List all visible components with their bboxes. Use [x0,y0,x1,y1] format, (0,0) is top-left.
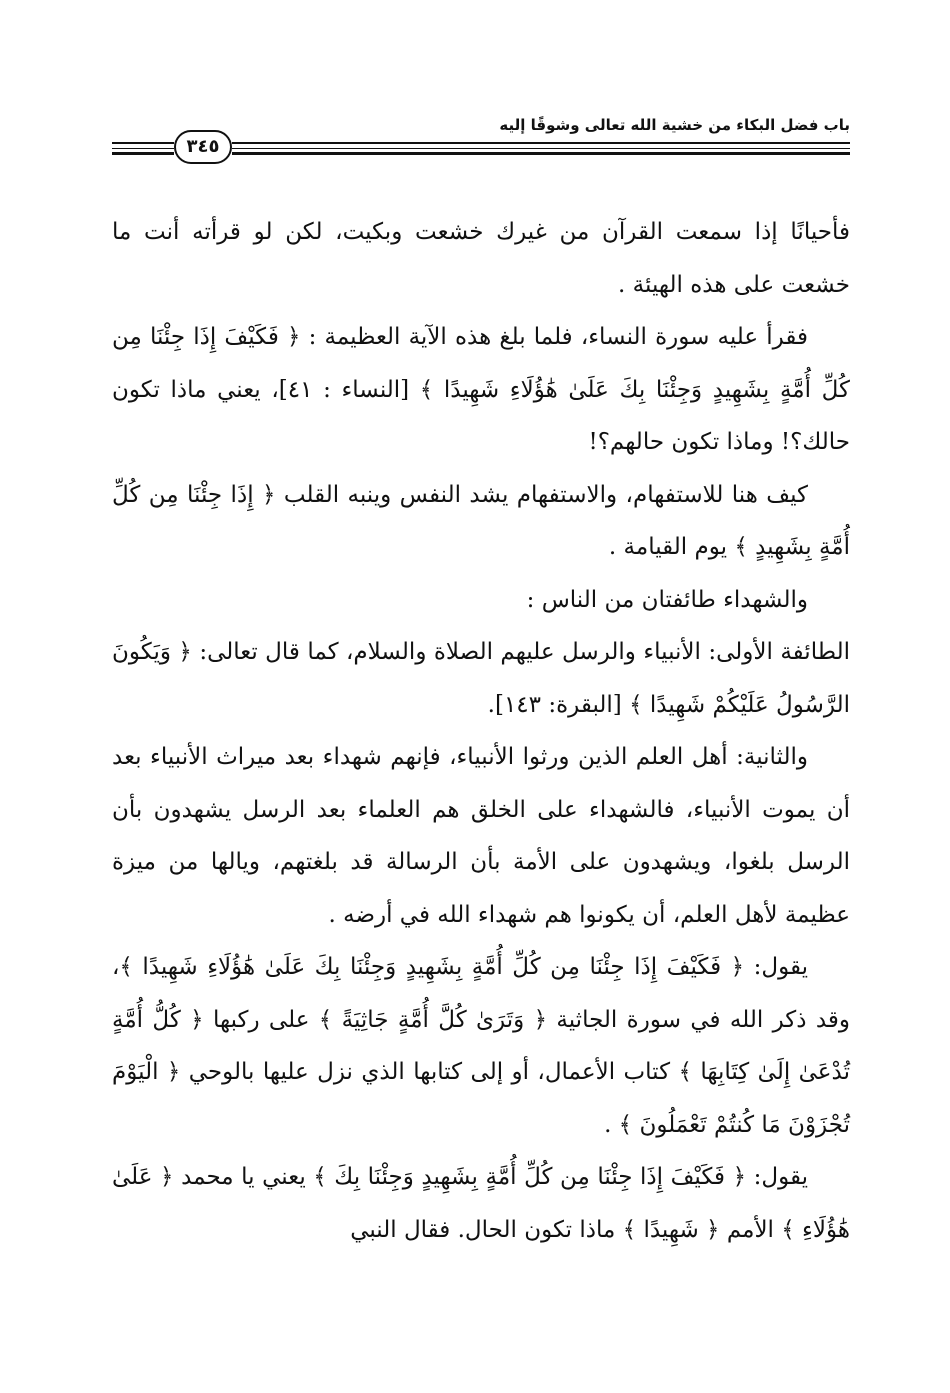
header-rule [232,148,850,149]
header-rule [112,148,174,149]
page-header [112,108,850,160]
paragraph: كيف هنا للاستفهام، والاستفهام يشد النفس وينبه القلب ﴿ إِذَا جِئْنَا مِن كُلِّ أُمَّةٍ بِشَهِيدٍ ﴾ يوم القيامة . [112,481,850,560]
paragraph: فأحيانًا إذا سمعت القرآن من غيرك خشعت وبكيت، لكن لو قرأته أنت ما خشعت على هذه الهيئة . [112,219,850,298]
paragraph: يقول: ﴿ فَكَيْفَ إِذَا جِئْنَا مِن كُلِّ أُمَّةٍ بِشَهِيدٍ وَجِئْنَا بِكَ ﴾ يعني يا محمد ﴿ عَلَىٰ هَٰؤُلَاءِ ﴾ الأمم ﴿ شَهِيدًا ﴾ ماذا تكون الحال. فقال النبي [112,1164,850,1243]
header-rule [232,152,850,155]
paragraph: فقرأ عليه سورة النساء، فلما بلغ هذه الآية العظيمة : ﴿ فَكَيْفَ إِذَا جِئْنَا مِن كُلِّ أُمَّةٍ بِشَهِيدٍ وَجِئْنَا بِكَ عَلَىٰ هَٰؤُلَاءِ شَهِيدًا ﴾ [النساء : ٤١]، يعني ماذا تكون حالك؟! وماذا تكون حالهم؟! [112,324,850,455]
running-title: باب فضل البكاء من خشية الله تعالى وشوقًا إليه [499,116,850,134]
body-text [112,206,850,1256]
page-number: ٣٤٥ [174,130,232,164]
paragraph: الطائفة الأولى: الأنبياء والرسل عليهم الصلاة والسلام، كما قال تعالى: ﴿ وَيَكُونَ الرَّسُولُ عَلَيْكُمْ شَهِيدًا ﴾ [البقرة: ١٤٣]. [112,639,850,718]
header-rule [232,142,850,144]
header-rule [112,152,174,155]
paragraph: والثانية: أهل العلم الذين ورثوا الأنبياء، فإنهم شهداء بعد ميراث الأنبياء بعد أن يموت الأنبياء، فالشهداء على الخلق هم العلماء بعد الرسل يشهدون بأن الرسل بلغوا، ويشهدون على الأمة بأن الرسالة قد بلغتهم، ويالها من ميزة عظيمة لأهل العلم، أن يكونوا هم شهداء الله في أرضه . [112,744,850,928]
header-rule [112,142,174,144]
paragraph: يقول: ﴿ فَكَيْفَ إِذَا جِئْنَا مِن كُلِّ أُمَّةٍ بِشَهِيدٍ وَجِئْنَا بِكَ عَلَىٰ هَٰؤُلَاءِ شَهِيدًا ﴾، وقد ذكر الله في سورة الجاثية ﴿ وَتَرَىٰ كُلَّ أُمَّةٍ جَاثِيَةً ﴾ على ركبها ﴿ كُلُّ أُمَّةٍ تُدْعَىٰ إِلَىٰ كِتَابِهَا ﴾ كتاب الأعمال، أو إلى كتابها الذي نزل عليها بالوحي ﴿ الْيَوْمَ تُجْزَوْنَ مَا كُنتُمْ تَعْمَلُونَ ﴾ . [112,954,850,1138]
paragraph: والشهداء طائفتان من الناس : [526,586,808,613]
